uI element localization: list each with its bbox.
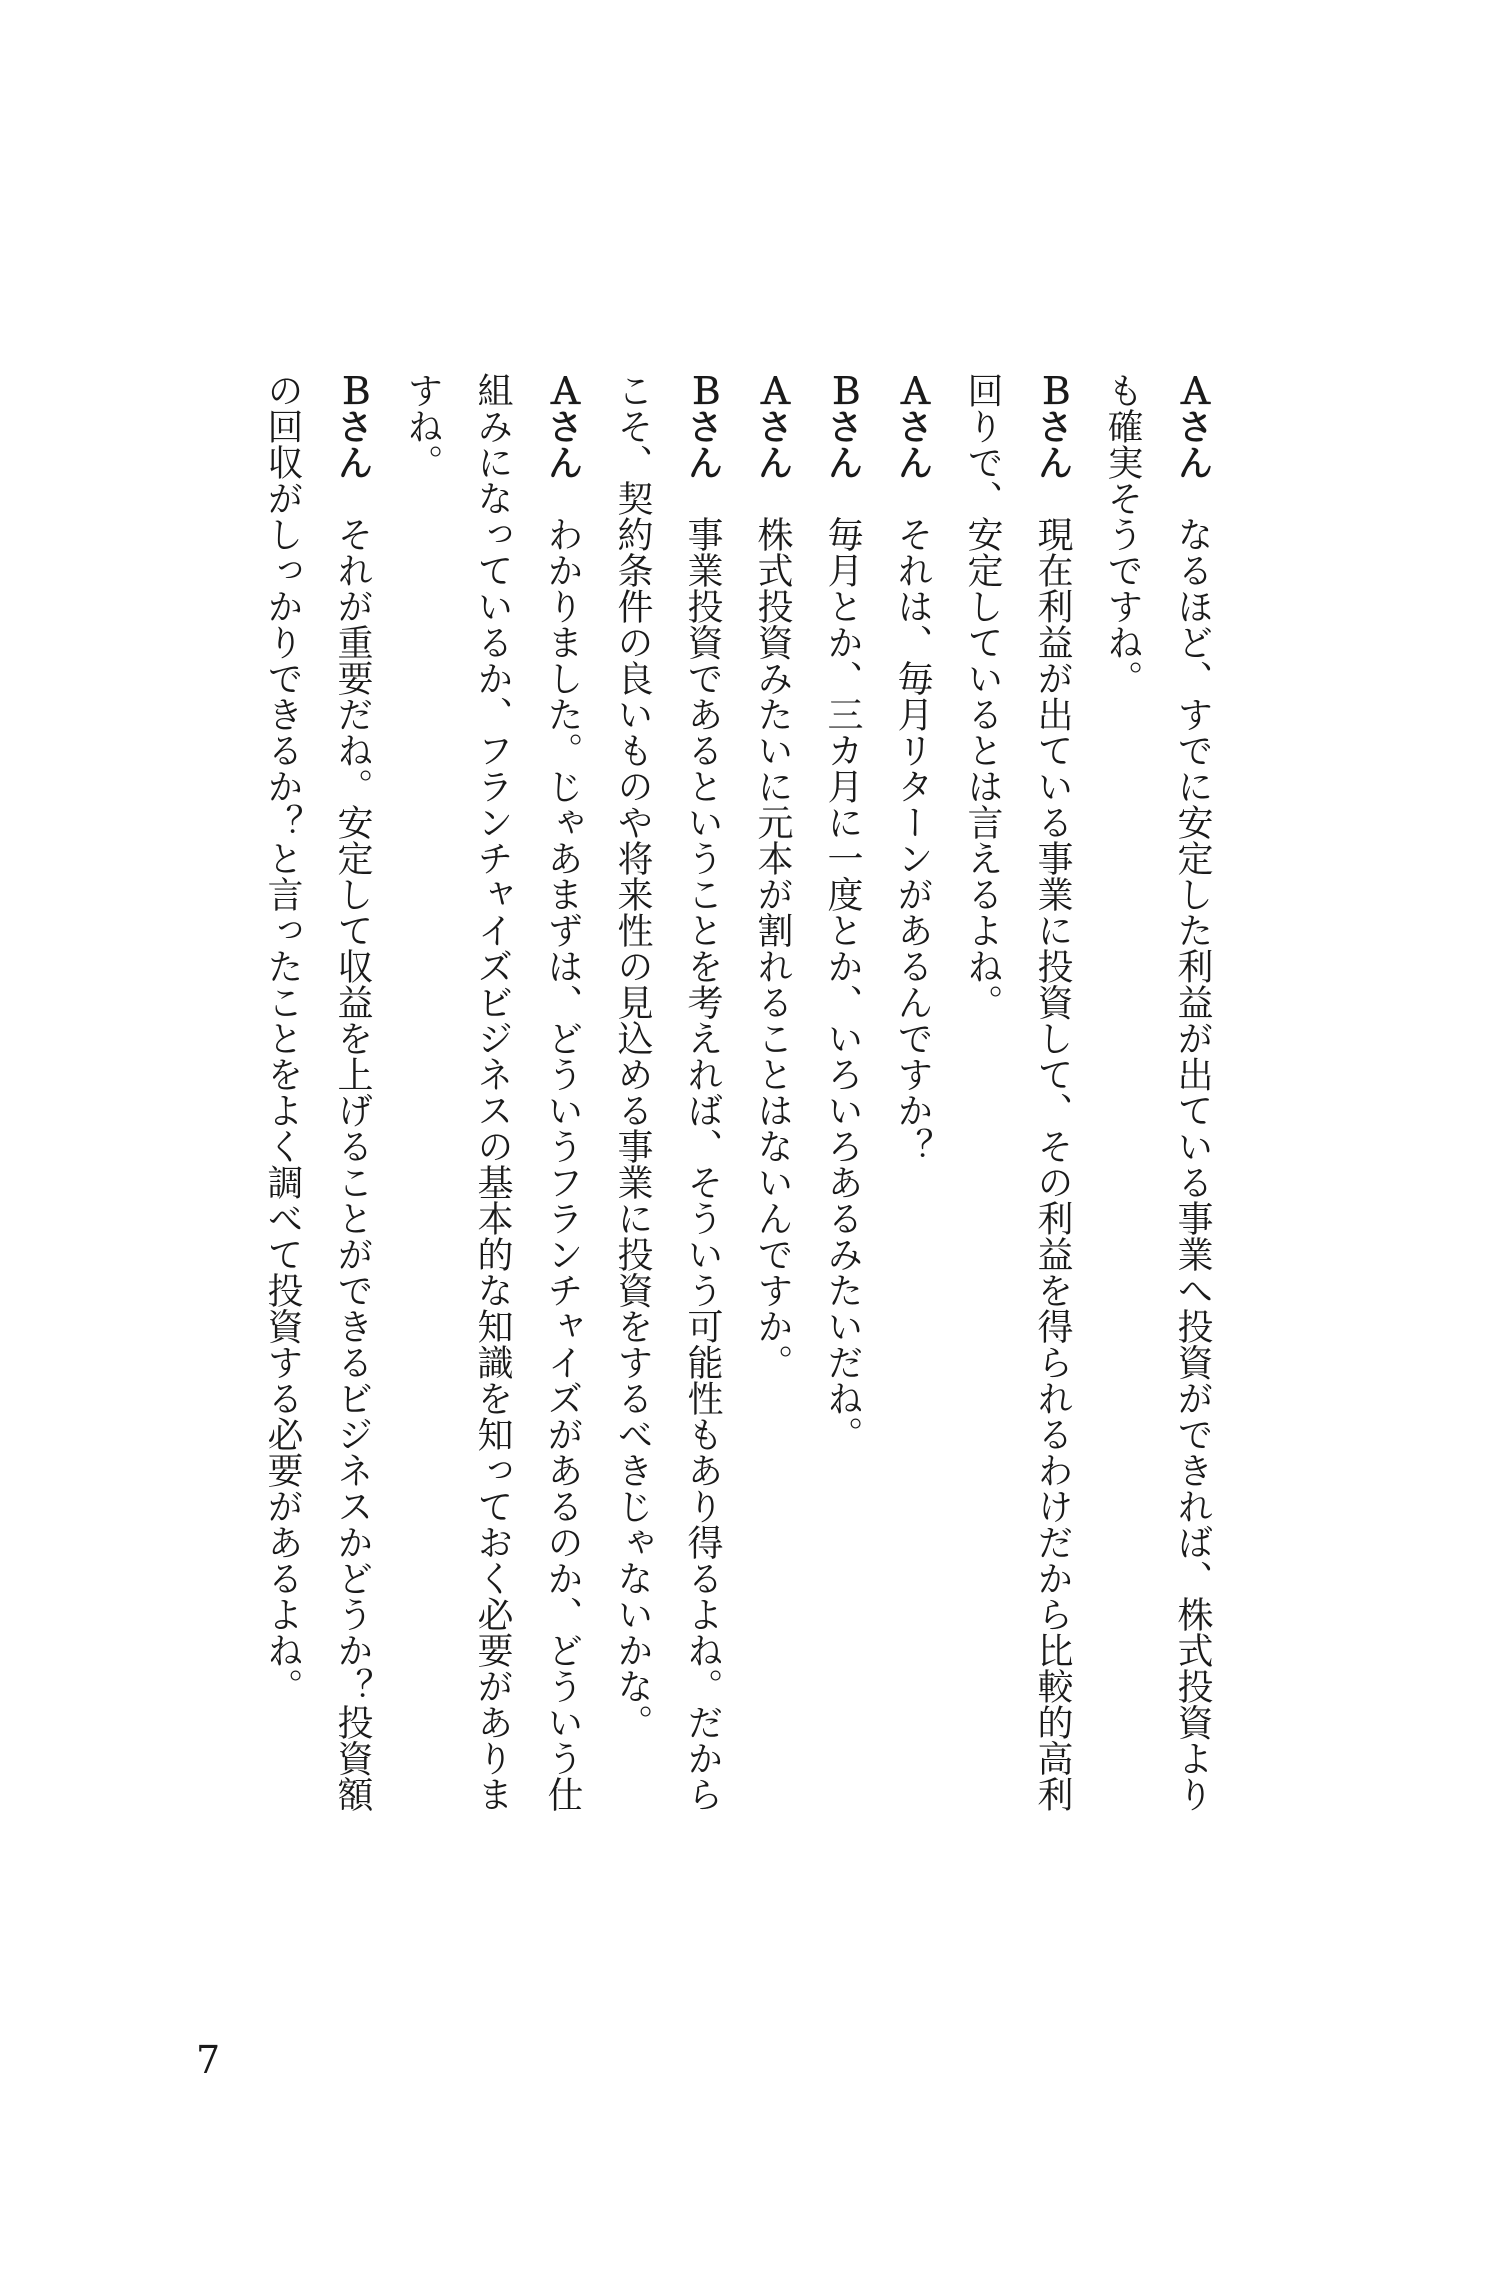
text-column xyxy=(807,372,877,1932)
dialogue-text: それが重要だね。安定して収益を上げることができるビジネスかどうか？投資額 xyxy=(332,516,373,1812)
dialogue-text: 毎月とか、三カ月に一度とか、いろいろあるみたいだね。 xyxy=(822,516,863,1452)
dialogue-text: なるほど、すでに安定した利益が出ている事業へ投資ができれば、株式投資より xyxy=(1172,516,1213,1812)
speaker-label: Ａさん xyxy=(1172,372,1213,480)
text-column xyxy=(947,372,1017,1932)
text-column xyxy=(1157,372,1227,1932)
text-column xyxy=(877,372,947,1932)
text-column xyxy=(387,372,457,1932)
speaker-label: Ｂさん xyxy=(682,372,723,480)
text-column xyxy=(457,372,527,1932)
speaker-label: Ｂさん xyxy=(822,372,863,480)
dialogue-text: すね。 xyxy=(402,372,443,480)
dialogue-text: わかりました。じゃあまずは、どういうフランチャイズがあるのか、どういう仕 xyxy=(542,516,583,1812)
dialogue-text: それは、毎月リターンがあるんですか？ xyxy=(892,516,933,1164)
dialogue-text: 組みになっているか、フランチャイズビジネスの基本的な知識を知っておく必要がありま xyxy=(472,372,513,1812)
text-column xyxy=(247,372,317,1932)
text-column xyxy=(317,372,387,1932)
vertical-text-block xyxy=(247,372,1227,1932)
speaker-label: Ｂさん xyxy=(1032,372,1073,480)
text-column xyxy=(737,372,807,1932)
dialogue-text: 現在利益が出ている事業に投資して、その利益を得られるわけだから比較的高利 xyxy=(1032,516,1073,1812)
text-column xyxy=(597,372,667,1932)
speaker-label: Ａさん xyxy=(752,372,793,480)
dialogue-text: 回りで、安定しているとは言えるよね。 xyxy=(962,372,1003,1020)
dialogue-text: 事業投資であるということを考えれば、そういう可能性もあり得るよね。だから xyxy=(682,516,723,1812)
dialogue-text: こそ、契約条件の良いものや将来性の見込める事業に投資をするべきじゃないかな。 xyxy=(612,372,653,1740)
speaker-label: Ｂさん xyxy=(332,372,373,480)
text-column xyxy=(667,372,737,1932)
speaker-label: Ａさん xyxy=(542,372,583,480)
text-column xyxy=(1087,372,1157,1932)
page-number: 7 xyxy=(196,2038,221,2082)
dialogue-text: 株式投資みたいに元本が割れることはないんですか。 xyxy=(752,516,793,1380)
text-column xyxy=(527,372,597,1932)
text-column xyxy=(1017,372,1087,1932)
dialogue-text: の回収がしっかりできるか？と言ったことをよく調べて投資する必要があるよね。 xyxy=(262,372,303,1704)
dialogue-text: も確実そうですね。 xyxy=(1102,372,1143,696)
speaker-label: Ａさん xyxy=(892,372,933,480)
